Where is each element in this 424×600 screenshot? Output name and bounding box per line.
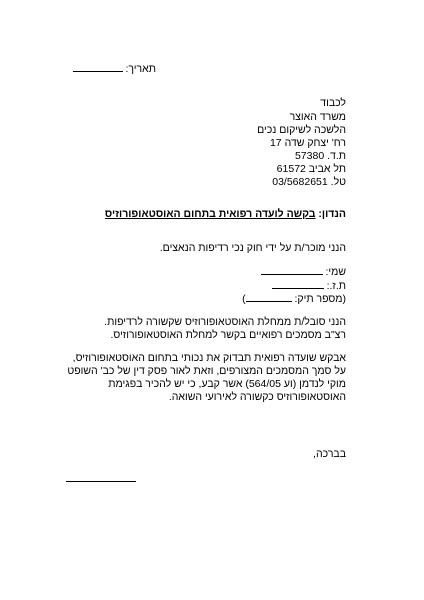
date-field <box>73 62 156 76</box>
recipient-line-3: הלשכה לשיקום נכים <box>257 124 346 136</box>
signature-line <box>66 481 136 482</box>
subject-text: בקשה לועדה רפואית בתחום האוסטאופורוזיס <box>104 208 316 220</box>
date-blank <box>73 62 123 72</box>
closing-text: בברכה, <box>313 448 346 460</box>
file-label-open: (מספר תיק: <box>294 293 346 305</box>
file-number-field <box>242 292 346 306</box>
paragraph-1-line-2: רצ"ב מסמכים רפואיים בקשר למחלת האוסטאופורוזיס. <box>110 329 346 341</box>
paragraph-2-line-2: על סמך המסמכים המצורפים, וזאת לאור פסק דין של כב' השופט <box>67 365 346 377</box>
paragraph-2-line-3: מוקי לנדמן (וע 564/05) אשר קבע, כי יש להכיר בפגימת <box>108 378 346 390</box>
recipient-line-4: רח' יצחק שדה 17 <box>269 137 346 149</box>
name-blank <box>261 265 323 275</box>
paragraph-1-line-1: הנני סובל/ת ממחלת האוסטאופורוזיס שקשורה לרדיפות. <box>104 316 346 328</box>
intro-text: הנני מוכר/ת על ידי חוק נכי רדיפות הנאצים. <box>159 242 346 254</box>
paragraph-2-line-4: האוסטאופורוזיס כקשורה לאירועי השואה. <box>168 391 346 403</box>
recipient-line-5: ת.ד. 57380 <box>294 150 346 162</box>
recipient-line-6: תל אביב 61572 <box>276 163 346 175</box>
paragraph-2-line-1: אבקש שועדה רפואית תבדוק את נכותי בתחום האוסטאופורוזיס, <box>72 352 346 364</box>
date-label: תאריך: <box>125 63 156 75</box>
id-field <box>272 279 346 293</box>
id-label: ת.ז.: <box>326 280 346 292</box>
name-field <box>261 265 346 279</box>
id-blank <box>272 279 324 289</box>
file-number-blank <box>246 292 292 302</box>
name-label: שמי: <box>325 266 346 278</box>
subject-label: הנדון: <box>318 208 346 220</box>
recipient-line-1: לכבוד <box>320 97 346 109</box>
subject-line <box>105 208 346 221</box>
file-label-close: ) <box>242 293 246 305</box>
recipient-line-2: משרד האוצר <box>289 111 346 123</box>
recipient-line-7: טל. 03/5682651 <box>272 176 346 188</box>
